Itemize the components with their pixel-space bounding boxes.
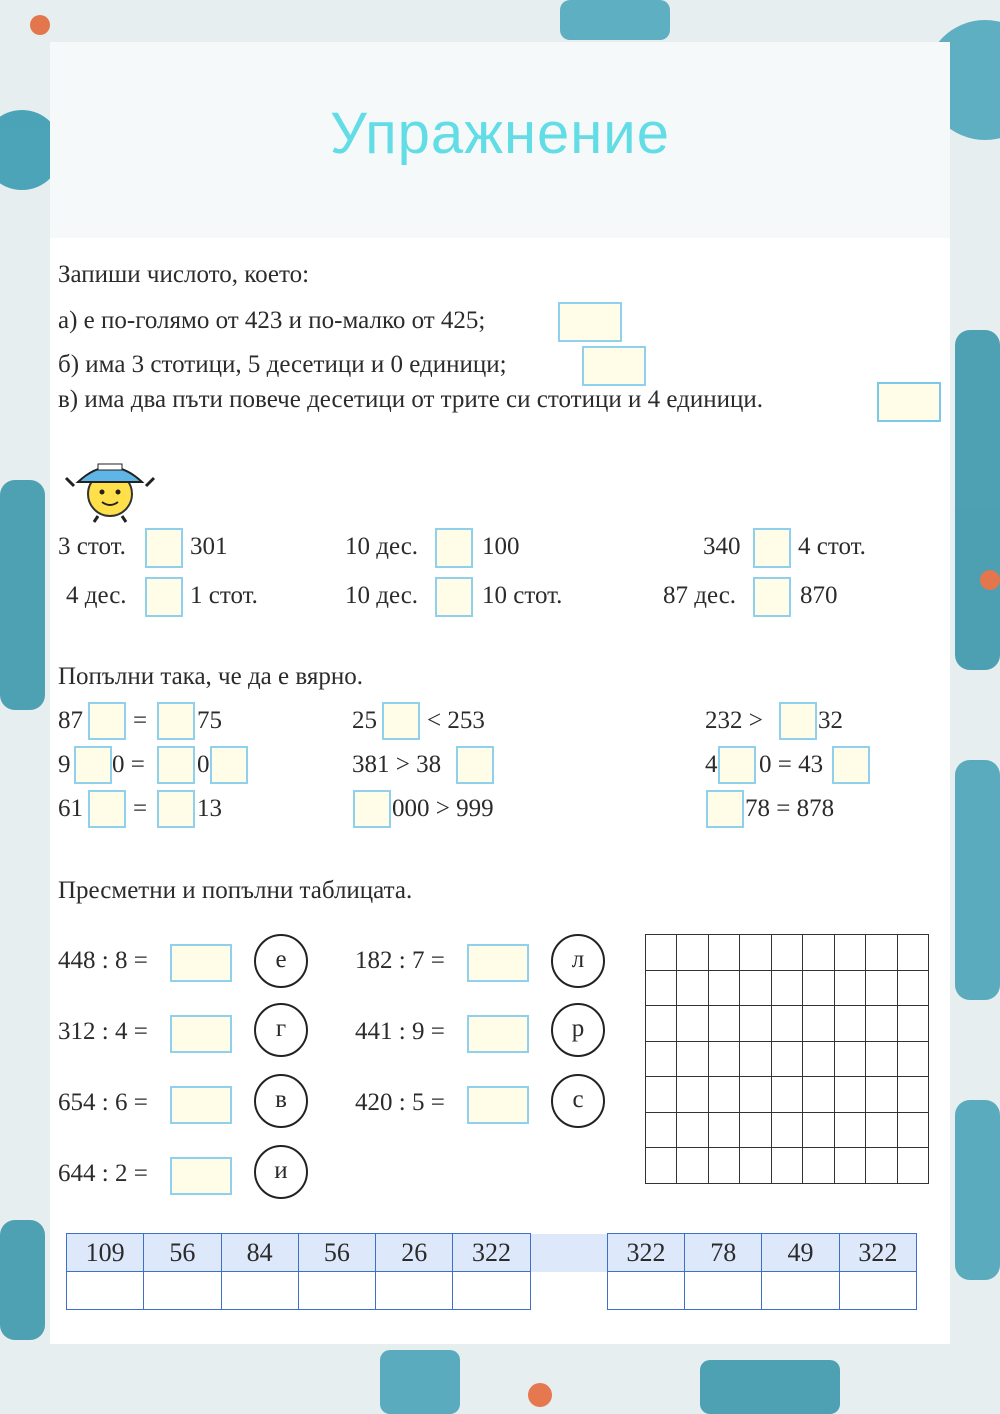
calc-left-expr-4: 644 : 2 = bbox=[58, 1160, 148, 1187]
cmp-r1-mid-b: 100 bbox=[482, 533, 520, 560]
fill-r1-a: 87 bbox=[58, 707, 83, 734]
answer-letter-cell[interactable] bbox=[67, 1272, 144, 1310]
calc-right-letter-3: с bbox=[551, 1074, 605, 1128]
cmp-r1-box1[interactable] bbox=[145, 528, 183, 568]
calc-left-answer-3[interactable] bbox=[170, 1086, 232, 1124]
answer-letter-cell[interactable] bbox=[685, 1272, 762, 1310]
scratch-grid bbox=[645, 934, 929, 1184]
fill-r3-box2[interactable] bbox=[157, 790, 195, 828]
calc-left-answer-1[interactable] bbox=[170, 944, 232, 982]
cmp-r1-mid-a: 10 дес. bbox=[345, 533, 419, 560]
cmp-r2-box2[interactable] bbox=[435, 577, 473, 617]
task1-heading: Запиши числото, което: bbox=[58, 261, 310, 288]
fill-r1-f: 32 bbox=[818, 707, 843, 734]
calc-right-answer-3[interactable] bbox=[467, 1086, 529, 1124]
answer-letter-cell[interactable] bbox=[839, 1272, 916, 1310]
calc-right-letter-2: р bbox=[551, 1003, 605, 1057]
fill-r3-box4[interactable] bbox=[706, 790, 744, 828]
answer-letter-cell[interactable] bbox=[453, 1272, 530, 1310]
fill-heading: Попълни така, че да е вярно. bbox=[58, 663, 363, 690]
task1-c-answer[interactable] bbox=[877, 382, 941, 422]
answer-number: 109 bbox=[67, 1234, 144, 1272]
answer-letter-cell[interactable] bbox=[144, 1272, 221, 1310]
fill-r2-a: 9 bbox=[58, 751, 71, 778]
fill-r2-d: 381 > 38 bbox=[352, 751, 442, 778]
calc-left-answer-2[interactable] bbox=[170, 1015, 232, 1053]
robot-mascot-icon bbox=[64, 452, 156, 524]
calc-right-expr-1: 182 : 7 = bbox=[355, 947, 445, 974]
cmp-r2-box1[interactable] bbox=[145, 577, 183, 617]
cmp-r2-box3[interactable] bbox=[753, 577, 791, 617]
answer-table bbox=[66, 1233, 917, 1310]
fill-r2-box1[interactable] bbox=[74, 746, 112, 784]
fill-r2-box5[interactable] bbox=[718, 746, 756, 784]
calc-left-expr-1: 448 : 8 = bbox=[58, 947, 148, 974]
fill-r1-box4[interactable] bbox=[779, 702, 817, 740]
fill-r2-box3[interactable] bbox=[210, 746, 248, 784]
answer-letter-cell[interactable] bbox=[221, 1272, 298, 1310]
fill-r3-b: 13 bbox=[197, 795, 222, 822]
fill-r1-e: 232 > bbox=[705, 707, 763, 734]
fill-r3-box3[interactable] bbox=[353, 790, 391, 828]
answer-gap bbox=[530, 1234, 607, 1272]
cmp-r1-left-b: 301 bbox=[190, 533, 228, 560]
fill-r3-box1[interactable] bbox=[88, 790, 126, 828]
cmp-r1-left-a: 3 стот. bbox=[58, 533, 126, 560]
calc-left-letter-2: г bbox=[254, 1003, 308, 1057]
cmp-r2-left-a: 4 дес. bbox=[66, 582, 127, 609]
fill-r1-eq: = bbox=[133, 707, 148, 734]
cmp-r2-left-b: 1 стот. bbox=[190, 582, 258, 609]
task1-a-text: а) е по-голямо от 423 и по-малко от 425; bbox=[58, 307, 486, 334]
fill-r1-box3[interactable] bbox=[382, 702, 420, 740]
answer-gap bbox=[530, 1272, 607, 1310]
calc-right-expr-3: 420 : 5 = bbox=[355, 1089, 445, 1116]
fill-r2-f: 0 = 43 bbox=[759, 751, 824, 778]
fill-r1-box2[interactable] bbox=[157, 702, 195, 740]
calc-left-expr-2: 312 : 4 = bbox=[58, 1018, 148, 1045]
task1-b-answer[interactable] bbox=[582, 346, 646, 386]
task1-c-text: в) има два пъти повече десетици от трите си стотици и 4 единици. bbox=[58, 386, 763, 413]
cmp-r1-box2[interactable] bbox=[435, 528, 473, 568]
fill-r2-e: 4 bbox=[705, 751, 718, 778]
page-title: Упражнение bbox=[330, 101, 670, 166]
fill-r2-c: 0 bbox=[197, 751, 210, 778]
answer-number: 49 bbox=[762, 1234, 839, 1272]
fill-r2-b: 0 = bbox=[112, 751, 145, 778]
answer-number: 322 bbox=[607, 1234, 684, 1272]
cmp-r1-right-a: 340 bbox=[703, 533, 741, 560]
calc-right-answer-2[interactable] bbox=[467, 1015, 529, 1053]
answer-letter-cell[interactable] bbox=[607, 1272, 684, 1310]
calc-heading: Пресметни и попълни таблицата. bbox=[58, 877, 413, 904]
answer-letter-cell[interactable] bbox=[376, 1272, 453, 1310]
fill-r2-box4[interactable] bbox=[456, 746, 494, 784]
answer-number: 322 bbox=[839, 1234, 916, 1272]
answer-number: 56 bbox=[144, 1234, 221, 1272]
fill-r3-c: 000 > 999 bbox=[392, 795, 494, 822]
cmp-r2-right-b: 870 bbox=[800, 582, 838, 609]
cmp-r1-right-b: 4 стот. bbox=[798, 533, 866, 560]
cmp-r1-box3[interactable] bbox=[753, 528, 791, 568]
answer-number: 26 bbox=[376, 1234, 453, 1272]
cmp-r2-right-a: 87 дес. bbox=[663, 582, 737, 609]
answer-letter-cell[interactable] bbox=[298, 1272, 375, 1310]
calc-left-letter-3: в bbox=[254, 1074, 308, 1128]
calc-left-expr-3: 654 : 6 = bbox=[58, 1089, 148, 1116]
calc-left-letter-1: е bbox=[254, 934, 308, 988]
fill-r1-d: < 253 bbox=[427, 707, 485, 734]
fill-r3-d: 78 = 878 bbox=[745, 795, 835, 822]
fill-r1-c: 25 bbox=[352, 707, 377, 734]
fill-r2-box6[interactable] bbox=[832, 746, 870, 784]
answer-number: 322 bbox=[453, 1234, 530, 1272]
answer-number: 56 bbox=[298, 1234, 375, 1272]
answer-number: 84 bbox=[221, 1234, 298, 1272]
calc-left-answer-4[interactable] bbox=[170, 1157, 232, 1195]
fill-r1-box1[interactable] bbox=[88, 702, 126, 740]
calc-left-letter-4: и bbox=[254, 1145, 308, 1199]
cmp-r2-mid-b: 10 стот. bbox=[482, 582, 563, 609]
task1-b-text: б) има 3 стотици, 5 десетици и 0 единици; bbox=[58, 351, 507, 378]
answer-letter-cell[interactable] bbox=[762, 1272, 839, 1310]
calc-right-letter-1: л bbox=[551, 934, 605, 988]
fill-r1-b: 75 bbox=[197, 707, 222, 734]
cmp-r2-mid-a: 10 дес. bbox=[345, 582, 419, 609]
calc-right-answer-1[interactable] bbox=[467, 944, 529, 982]
answer-number: 78 bbox=[685, 1234, 762, 1272]
fill-r3-a: 61 bbox=[58, 795, 83, 822]
calc-right-expr-2: 441 : 9 = bbox=[355, 1018, 445, 1045]
fill-r2-box2[interactable] bbox=[157, 746, 195, 784]
task1-a-answer[interactable] bbox=[558, 302, 622, 342]
fill-r3-eq: = bbox=[133, 795, 148, 822]
